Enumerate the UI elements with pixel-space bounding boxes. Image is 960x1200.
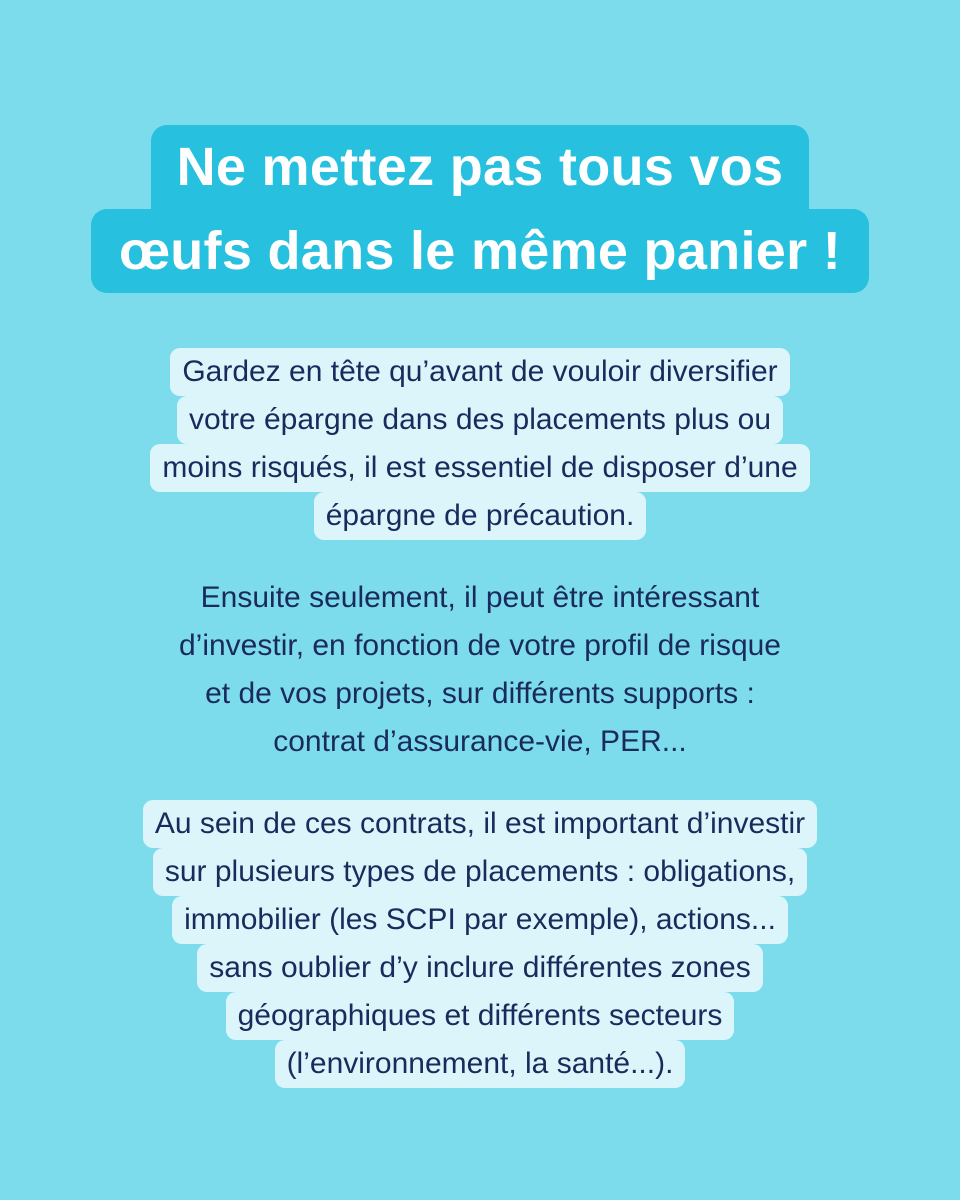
paragraph-line: épargne de précaution. <box>314 492 647 540</box>
paragraph-line: moins risqués, il est essentiel de disposer d’une <box>150 444 809 492</box>
paragraph-line: d’investir, en fonction de votre profil de risque <box>178 629 781 662</box>
paragraph-supports <box>0 574 960 766</box>
paragraph-line: Ensuite seulement, il peut être intéressant <box>200 581 760 614</box>
paragraph-line: contrat d’assurance-vie, PER... <box>273 725 687 758</box>
paragraph-line: géographiques et différents secteurs <box>226 992 735 1040</box>
title-line-2: œufs dans le même panier ! <box>91 209 869 293</box>
paragraph-line: sur plusieurs types de placements : obligations, <box>153 848 807 896</box>
paragraph-line: immobilier (les SCPI par exemple), actions... <box>172 896 788 944</box>
paragraph-line: sans oublier d’y inclure différentes zones <box>197 944 762 992</box>
paragraph-line: votre épargne dans des placements plus ou <box>177 396 783 444</box>
paragraph-line: Gardez en tête qu’avant de vouloir diversifier <box>170 348 789 396</box>
paragraph-line: (l’environnement, la santé...). <box>275 1040 686 1088</box>
paragraph-precaution <box>0 348 960 540</box>
paragraph-placements <box>0 800 960 1088</box>
page-title <box>0 125 960 293</box>
paragraph-line: et de vos projets, sur différents supports : <box>205 677 755 710</box>
title-line-1: Ne mettez pas tous vos <box>151 125 810 209</box>
paragraph-line: Au sein de ces contrats, il est important d’investir <box>143 800 817 848</box>
